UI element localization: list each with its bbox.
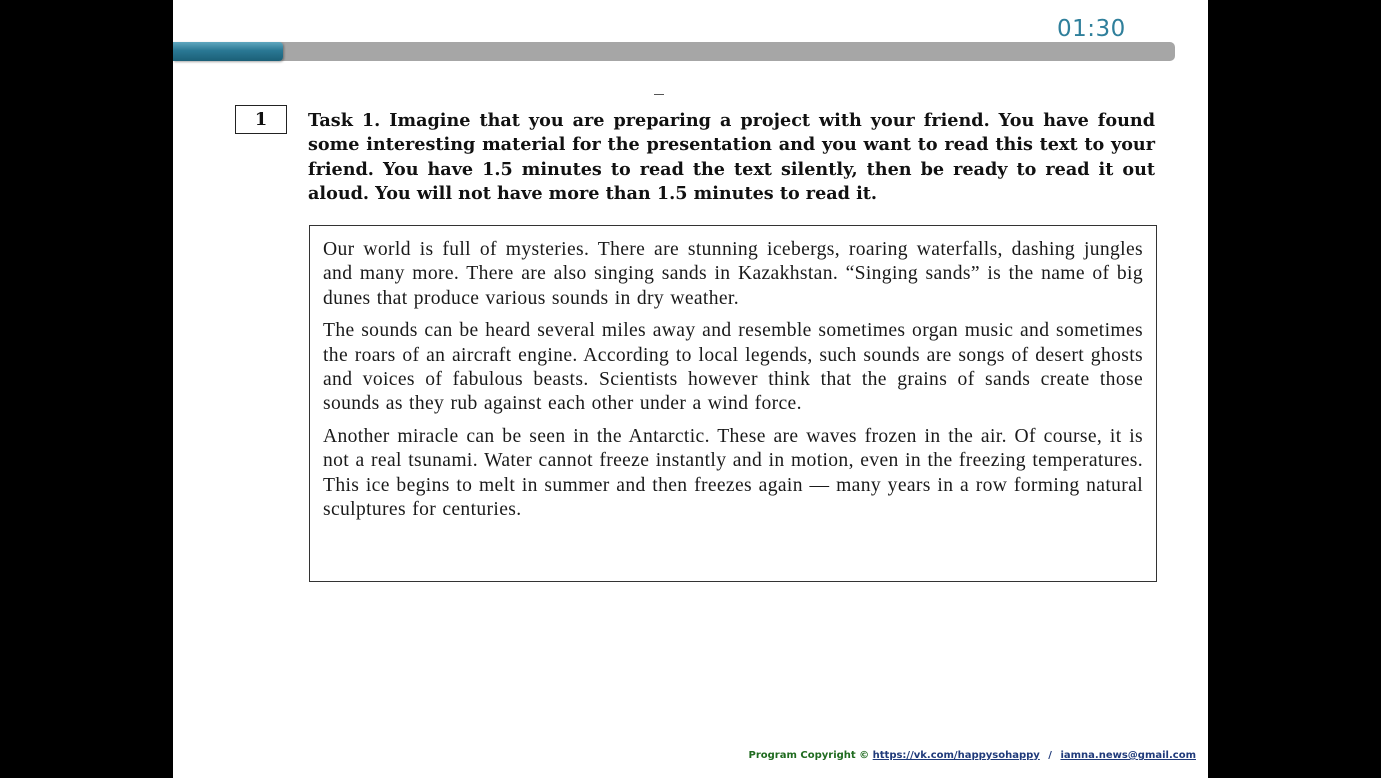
copyright-text: Program Copyright © [748, 750, 870, 761]
slide [173, 0, 1208, 778]
email-link[interactable]: iamna.news@gmail.com [1060, 750, 1196, 761]
progress-bar-fill [173, 42, 283, 61]
vk-link[interactable]: https://vk.com/happysohappy [872, 750, 1040, 761]
task-number: 1 [235, 105, 287, 134]
passage-paragraph: Our world is full of mysteries. There are stunning icebergs, roaring waterfalls, dashing jungles and many more. There are also singing sands in Kazakhstan. “Singing sands” is the name of big dunes that produce various sounds in dry weather. [323, 239, 1143, 309]
passage-paragraph: Another miracle can be seen in the Antarctic. These are waves frozen in the air. Of course, it is not a real tsunami. Water cannot freeze instantly and in motion, even in the freezing temperatures. This ice begins to melt in summer and then freezes again — many years in a row forming natural sculptures for centuries. [323, 426, 1143, 520]
task-instructions: Task 1. Imagine that you are preparing a project with your friend. You have found some interesting material for the presentation and you want to read this text to your friend. You have 1.5 minutes to read the text silently, then be ready to read it out aloud. You will not have more than 1.5 minutes to read it. [308, 110, 1155, 204]
countdown-timer: 01:30 [1057, 16, 1126, 42]
progress-bar [173, 42, 1175, 61]
footer-copyright [749, 750, 1197, 761]
scan-mark [654, 94, 664, 95]
reading-passage [309, 225, 1157, 582]
footer-separator: / [1048, 750, 1052, 761]
passage-paragraph: The sounds can be heard several miles away and resemble sometimes organ music and sometimes the roars of an aircraft engine. According to local legends, such sounds are songs of desert ghosts and voices of fabulous beasts. Scientists however think that the grains of sands create those sounds as they rub against each other under a wind force. [323, 320, 1143, 415]
